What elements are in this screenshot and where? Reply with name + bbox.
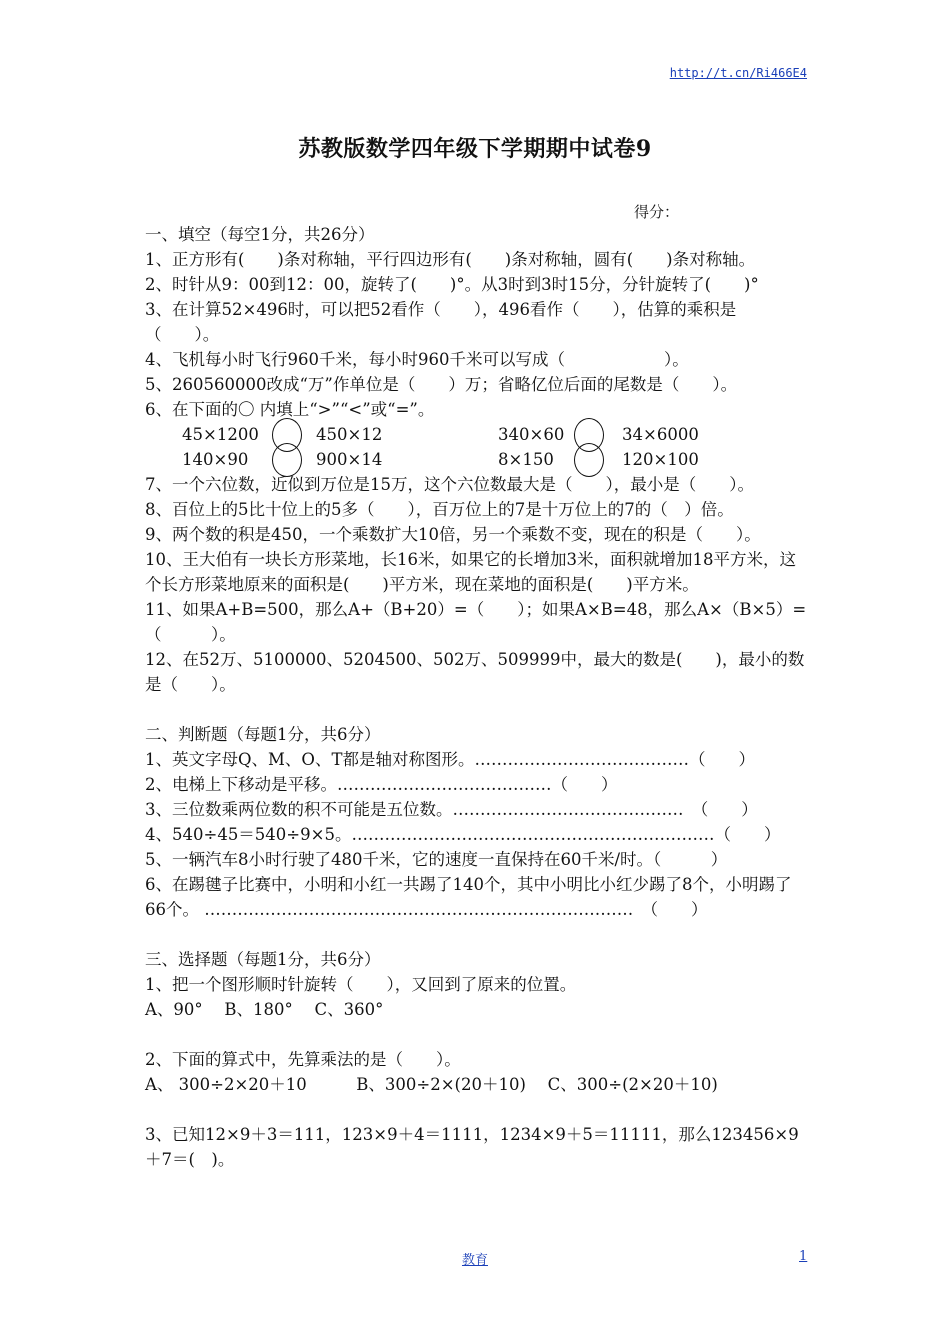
fill-question-12: 12、在52万、5100000、5204500、502万、509999中，最大的数是( )，最小的数是（ ）。 [145,650,805,694]
spacer [145,1022,810,1047]
fill-question-8: 8、百位上的5比十位上的5多（ ），百万位上的7是十万位上的7的（ ）倍。 [145,500,734,519]
section3-heading: 三、选择题（每题1分，共6分） [145,950,381,969]
compare-expression: 450×12 [316,425,383,444]
fill-question-5: 5、260560000改成“万”作单位是（ ）万；省略亿位后面的尾数是（ ）。 [145,375,738,394]
compare-expression: 8×150 [498,450,554,469]
fill-question-11: 11、如果A+B=500，那么A+（B+20）=（ ）；如果A×B=48，那么A×（B×5）=（ ）。 [145,600,807,644]
spacer [145,1097,810,1122]
compare-expression: 120×100 [622,450,699,469]
spacer [145,697,810,722]
compare-expression: 45×1200 [182,425,259,444]
fill-question-6: 6、在下面的〇 内填上“>”“<”或“=”。 [145,400,435,419]
compare-circle-blank[interactable] [272,443,302,477]
exam-content [145,222,810,1172]
fill-question-10: 10、王大伯有一块长方形菜地，长16米，如果它的长增加3米，面积就增加18平方米，这个长方形菜地原来的面积是( )平方米，现在菜地的面积是( )平方米。 [145,550,796,594]
fill-question-7: 7、一个六位数，近似到万位是15万，这个六位数最大是（ ），最小是（ ）。 [145,475,754,494]
judge-question-2: 2、电梯上下移动是平移。…………………………………（ ） [145,775,618,794]
score-label: 得分： [634,203,680,221]
compare-expression: 900×14 [316,450,383,469]
judge-question-5: 5、一辆汽车8小时行驶了480千米，它的速度一直保持在60千米/时。（ ） [145,850,728,869]
compare-circle-blank[interactable] [574,443,604,477]
compare-expression: 340×60 [498,425,565,444]
compare-expression: 140×90 [182,450,249,469]
spacer [145,922,810,947]
fill-question-4: 4、飞机每小时飞行960千米，每小时960千米可以写成（ ）。 [145,350,689,369]
footer-link[interactable]: 教育 [461,1253,488,1268]
compare-row-2 [145,447,810,472]
judge-question-4: 4、540÷45＝540÷9×5。…………………………………………………………（ ） [145,825,781,844]
fill-question-9: 9、两个数的积是450，一个乘数扩大10倍，另一个乘数不变，现在的积是（ ）。 [145,525,761,544]
judge-question-6: 6、在踢毽子比赛中，小明和小红一共踢了140个，其中小明比小红少踢了8个，小明踢了66个。 …………………………………………………………………… （ ） [145,875,792,919]
page-number: 1 [799,1249,808,1264]
fill-question-2: 2、时针从9：00到12：00，旋转了( )°。从3时到3时15分，分针旋转了( )° [145,275,759,294]
header-link[interactable]: http://t.cn/Ri466E4 [669,66,807,80]
choice-question-2: 2、下面的算式中，先算乘法的是（ ）。 [145,1050,461,1069]
choice-question-1: 1、把一个图形顺时针旋转（ ），又回到了原来的位置。 [145,975,577,994]
judge-question-3: 3、三位数乘两位数的积不可能是五位数。…………………………………… （ ） [145,800,758,819]
choice-question-1-options: A、90° B、180° C、360° [145,1000,384,1019]
choice-question-2-options: A、 300÷2×20＋10 B、300÷2×(20＋10) C、300÷(2×20＋10) [145,1075,718,1094]
section1-heading: 一、填空（每空1分，共26分） [145,225,375,244]
choice-question-3: 3、已知12×9＋3＝111，123×9＋4＝1111，1234×9＋5＝11111，那么123456×9＋7＝( )。 [145,1125,799,1169]
compare-row-1 [145,422,810,447]
page-title: 苏教版数学四年级下学期期中试卷9 [298,136,652,162]
fill-question-3: 3、在计算52×496时，可以把52看作（ ），496看作（ ），估算的乘积是（ ）。 [145,300,737,344]
section2-heading: 二、判断题（每题1分，共6分） [145,725,381,744]
judge-question-1: 1、英文字母Q、M、O、T都是轴对称图形。…………………………………（ ） [145,750,755,769]
compare-expression: 34×6000 [622,425,699,444]
fill-question-1: 1、正方形有( )条对称轴，平行四边形有( )条对称轴，圆有( )条对称轴。 [145,250,756,269]
